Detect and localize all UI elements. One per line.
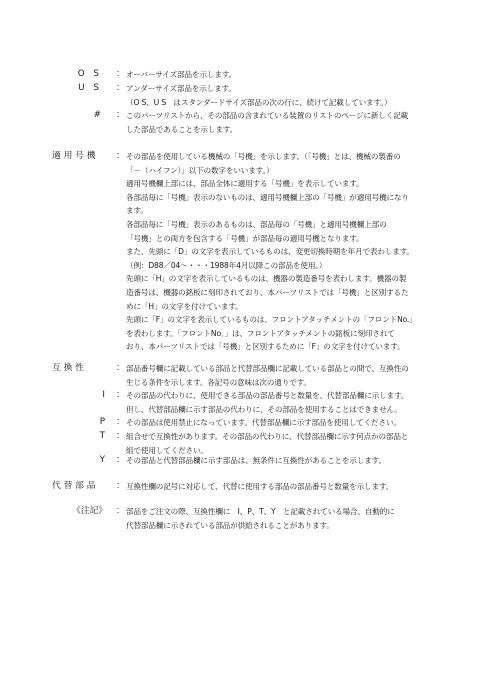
definition-line: めに「H」の文字を付けています。 (126, 301, 243, 311)
colon: ： (116, 431, 125, 441)
definition-line: ます。 (126, 206, 148, 216)
definition-line: （例：D88／04～・・・1988年4月以降この部品を使用。） (126, 260, 327, 270)
definition-line: 各部品毎に「号機」表示のあるものは、部品毎の「号機」と適用号機欄上部の (126, 219, 387, 229)
definition-line: 先頭に「H」の文字を表示しているものは、機器の製造番号を表わします。機器の製 (126, 274, 407, 284)
colon: ： (116, 363, 125, 373)
definition-text (126, 82, 458, 109)
term-label: 《注記》 (72, 506, 108, 516)
colon: ： (116, 83, 125, 93)
term-label: O S (77, 69, 102, 79)
definition-line: その部品の代わりに、使用できる部品の部品番号と数量を、代替部品欄に示します。 (126, 391, 409, 400)
definition-text (126, 362, 458, 389)
definition-line: を表わします。「フロントNo．」は、フロントアタッチメントの銘板に刻印されて (126, 328, 395, 338)
colon: ： (116, 151, 125, 161)
colon: ： (116, 390, 125, 400)
definition-line: 但し、代替部品欄に示す部品の代わりに、その部品を使用することはできません。 (126, 404, 402, 414)
definition-line: 代替部品欄に示されている部品が供給されることがあります。 (126, 520, 334, 530)
definition-line: 造番号は、機器の銘板に刻印されており、本パーツリストでは「号機」と区別するた (126, 287, 409, 297)
definition-line: 各部品毎に「号機」表示のないものは、適用号機欄上部の「号機」が適用号機になり (126, 192, 409, 202)
definition-text (126, 480, 458, 494)
definition-line: また、先頭に「D」の文字を表示しているものは、変更切換時期を年月で表わします。 (126, 247, 414, 257)
definition-line: 部品番号欄に記載している部品と代替部品欄に記載している部品との間で、互換性の (126, 364, 409, 373)
colon: ： (116, 506, 125, 516)
term-label: U S (78, 83, 102, 93)
definition-line: 組合せで互換性があります。その部品の代わりに、代替部品欄に示す何点かの部品と (126, 432, 409, 441)
colon: ： (116, 481, 125, 491)
definition-line: オーバーサイズ部品を示します。 (126, 70, 237, 79)
term-label: T (99, 431, 105, 441)
colon: ： (116, 110, 125, 120)
definition-line: 互換性欄の記号に対応して、代替に使用する部品の部品番号と数量を示します。 (126, 482, 394, 491)
definition-line: その部品と代替部品欄に示す部品は、無条件に互換性があることを示します。 (126, 456, 386, 465)
definition-line: （O S、U S はスタンダードサイズ部品の次の行に、続けて記載しています。） (126, 97, 392, 107)
colon: ： (116, 69, 125, 79)
term-label: P (99, 417, 105, 427)
definition-line: その部品は使用禁止になっています。代替部品欄に示す部品を使用してください。 (126, 418, 401, 427)
definition-line: した部品であることを示します。 (126, 124, 238, 134)
definition-line: このパーツリストから、その部品の含まれている装置のリストのページに新しく記載 (126, 111, 409, 120)
definition-line: 部品をご注文の際、互換性欄に I、P、T、Y と記載されている場合、自動的に (126, 507, 395, 516)
definition-line: その部品を使用している機械の「号機」を示します。（「号機」とは、機械の製番の (126, 152, 401, 161)
definition-text (126, 416, 458, 430)
term-label: 適 用 号 機 (52, 151, 96, 161)
colon: ： (116, 455, 125, 465)
definition-text (126, 454, 458, 468)
term-label: I (102, 390, 105, 400)
definition-line: アンダーサイズ部品を示します。 (126, 84, 236, 93)
definition-line: 生じる条件を示します。各記号の意味は次の通りです。 (126, 377, 311, 387)
definition-text (126, 109, 458, 136)
term-label: Y (99, 455, 105, 465)
definition-line: 「－（ハイフン）」以下の数字をいいます。） (126, 165, 274, 175)
definition-text (126, 68, 458, 82)
definition-line: 組で使用してください。 (126, 445, 208, 455)
term-label: 互 換 性 (52, 363, 84, 373)
term-label: 代 替 部 品 (52, 481, 96, 491)
definition-line: 適用号機欄上部には、部品全体に適用する「号機」を表示しています。 (126, 179, 364, 189)
definition-line: おり、本パーツリストでは「号機」と区別するために「F」の文字を付けています。 (126, 342, 405, 352)
definition-line: 先頭に「F」の文字を表示しているものは、フロントアタッチメントの「フロントNo.」 (126, 315, 417, 325)
definition-text (126, 150, 458, 354)
definition-text (126, 389, 458, 416)
definition-line: 「号機」との両方を包含する「号機」が部品毎の適用号機となります。 (126, 233, 364, 243)
colon: ： (116, 417, 125, 427)
term-label: # (93, 110, 101, 120)
definition-text (126, 505, 458, 532)
